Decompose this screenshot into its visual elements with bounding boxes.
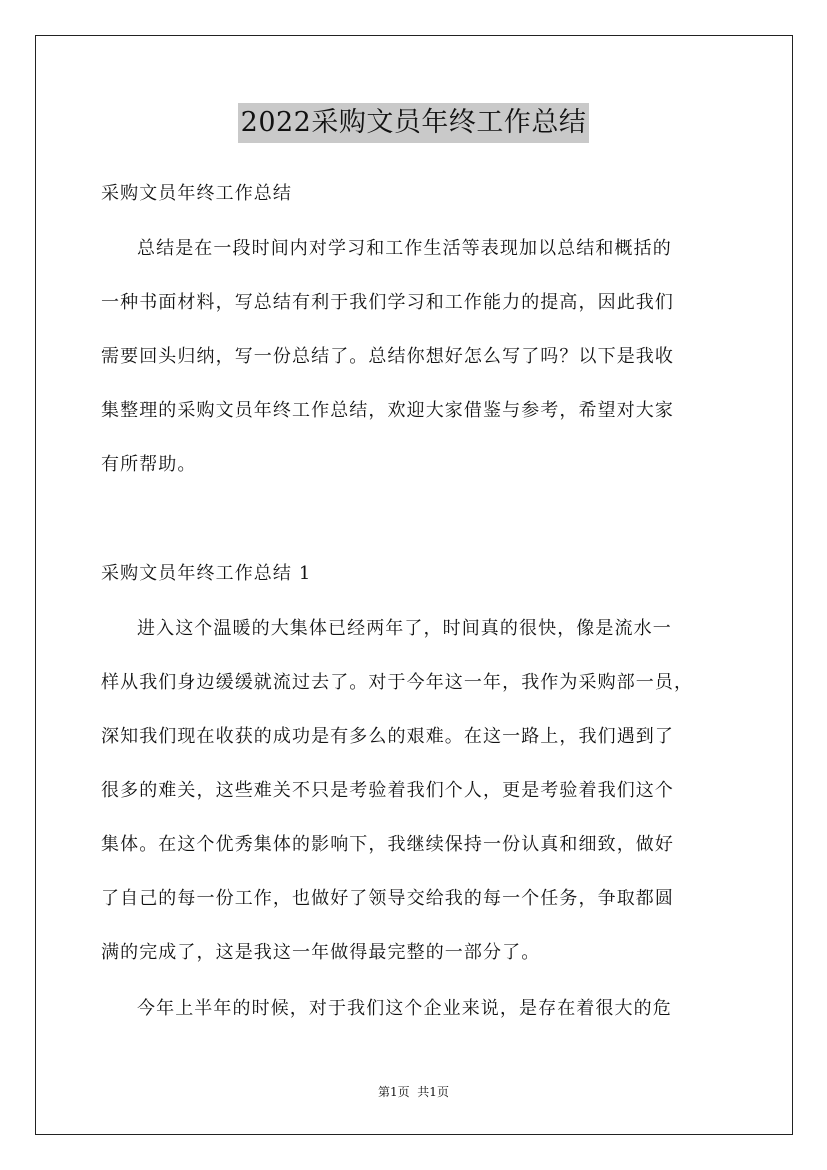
paragraph-line: 了自己的每一份工作，也做好了领导交给我的每一个任务，争取都圆 (101, 888, 674, 909)
paragraph-line: 集体。在这个优秀集体的影响下，我继续保持一份认真和细致，做好 (101, 834, 674, 855)
paragraph-line: 满的完成了，这是我这一年做得最完整的一部分了。 (101, 942, 541, 963)
paragraph-line: 很多的难关，这些难关不只是考验着我们个人，更是考验着我们这个 (101, 780, 674, 801)
document-subtitle: 采购文员年终工作总结 (101, 183, 292, 204)
title-container (0, 103, 827, 143)
intro-line: 有所帮助。 (101, 454, 197, 475)
paragraph-line: 进入这个温暖的大集体已经两年了，时间真的很快，像是流水一 (137, 618, 672, 639)
intro-line: 集整理的采购文员年终工作总结，欢迎大家借鉴与参考，希望对大家 (101, 400, 674, 421)
intro-line: 需要回头归纳，写一份总结了。总结你想好怎么写了吗？以下是我收 (101, 346, 674, 367)
document-title: 2022采购文员年终工作总结 (238, 103, 590, 143)
intro-line: 一种书面材料，写总结有利于我们学习和工作能力的提高，因此我们 (101, 292, 674, 313)
paragraph-line: 样从我们身边缓缓就流过去了。对于今年这一年，我作为采购部一员， (101, 672, 694, 693)
section-heading: 采购文员年终工作总结 1 (101, 563, 312, 584)
intro-line: 总结是在一段时间内对学习和工作生活等表现加以总结和概括的 (137, 238, 672, 259)
page-number: 第1页 共1页 (378, 1085, 449, 1099)
paragraph-line: 深知我们现在收获的成功是有多么的艰难。在这一路上，我们遇到了 (101, 726, 674, 747)
paragraph-line: 今年上半年的时候，对于我们这个企业来说，是存在着很大的危 (137, 998, 672, 1019)
